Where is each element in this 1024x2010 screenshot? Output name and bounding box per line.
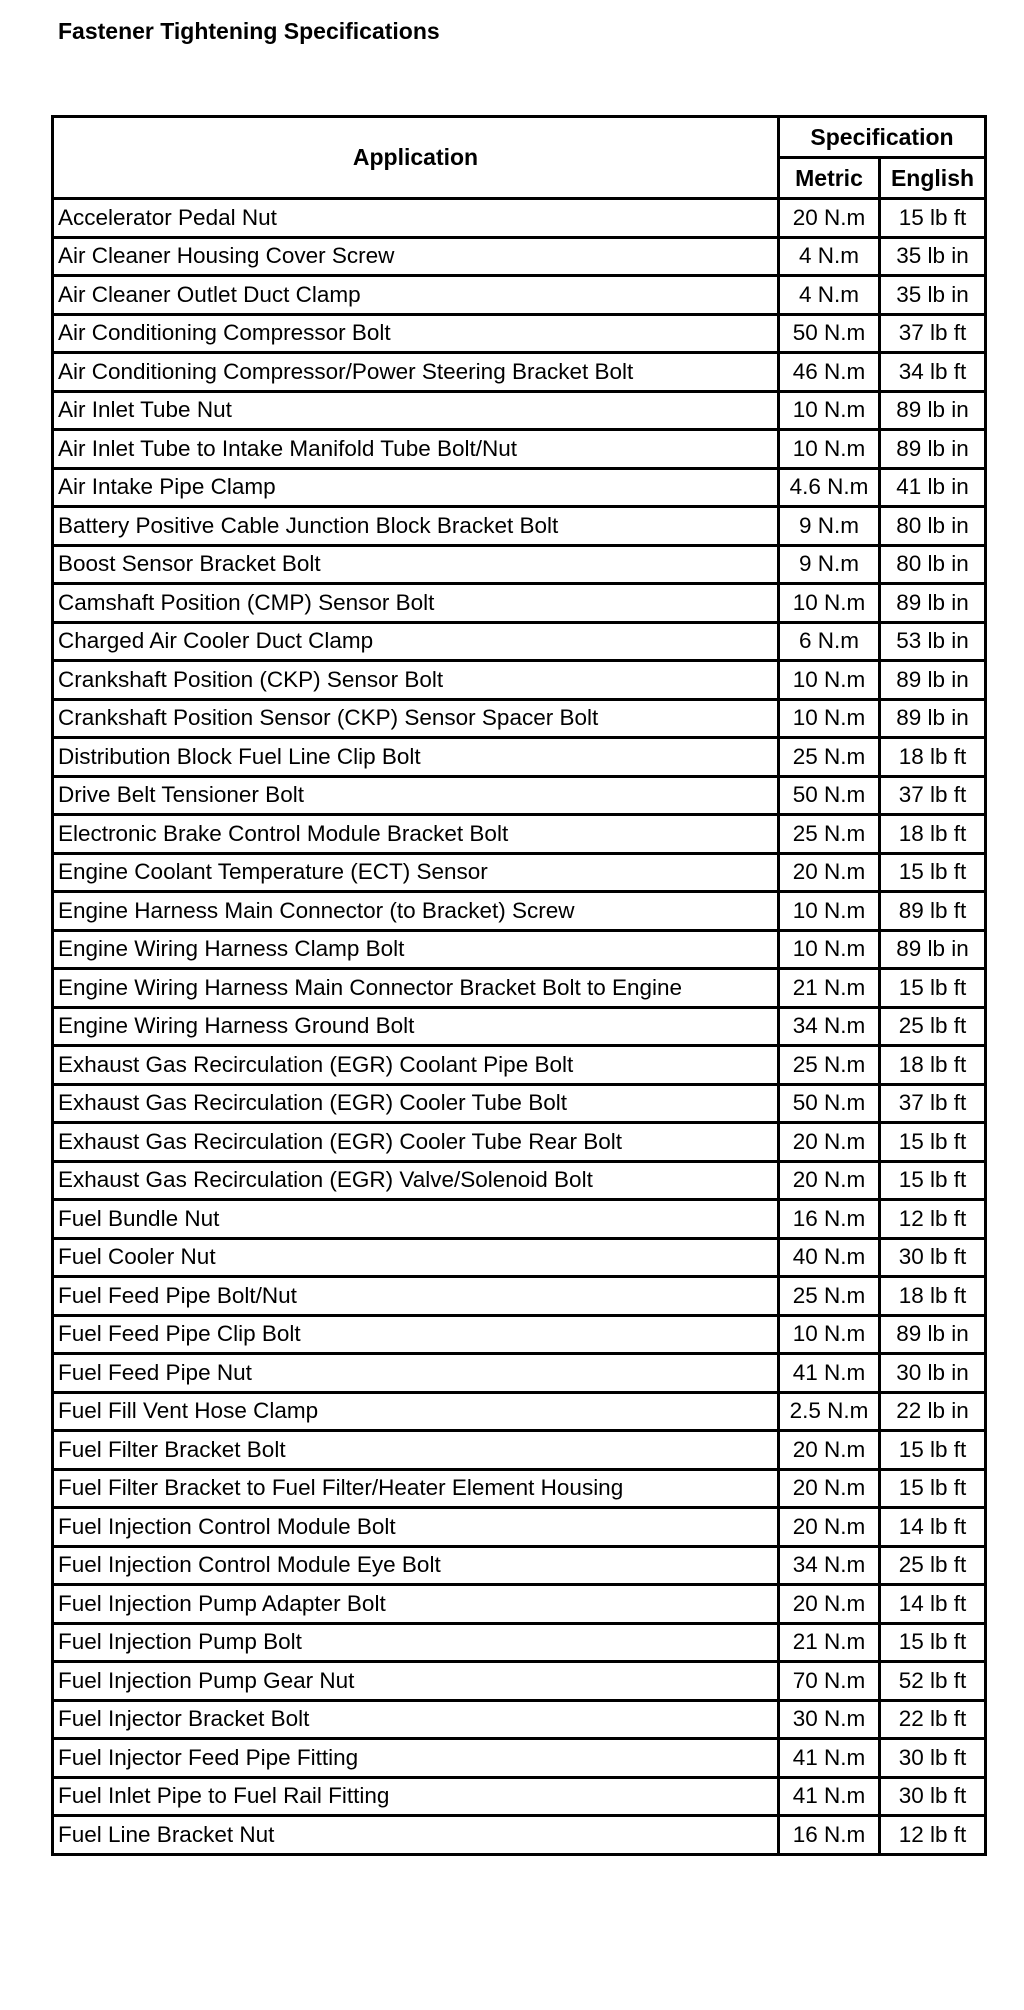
table-row: [53, 661, 986, 700]
english-cell: 41 lb in: [880, 468, 986, 507]
english-cell: 18 lb ft: [880, 1046, 986, 1085]
table-row: [53, 1315, 986, 1354]
english-cell: 89 lb in: [880, 391, 986, 430]
table-row: [53, 199, 986, 238]
application-cell: Electronic Brake Control Module Bracket Bolt: [53, 815, 779, 854]
english-cell: 18 lb ft: [880, 1277, 986, 1316]
metric-cell: 16 N.m: [779, 1200, 880, 1239]
fastener-spec-table: [51, 115, 987, 1856]
metric-cell: 25 N.m: [779, 1046, 880, 1085]
english-cell: 37 lb ft: [880, 776, 986, 815]
metric-cell: 20 N.m: [779, 1431, 880, 1470]
application-cell: Fuel Inlet Pipe to Fuel Rail Fitting: [53, 1777, 779, 1816]
table-row: [53, 545, 986, 584]
table-row: [53, 1392, 986, 1431]
table-row: [53, 930, 986, 969]
english-cell: 52 lb ft: [880, 1662, 986, 1701]
table-row: [53, 1777, 986, 1816]
english-cell: 89 lb ft: [880, 892, 986, 931]
application-cell: Air Cleaner Housing Cover Screw: [53, 237, 779, 276]
application-cell: Engine Harness Main Connector (to Bracket) Screw: [53, 892, 779, 931]
table-row: [53, 1585, 986, 1624]
metric-cell: 21 N.m: [779, 1623, 880, 1662]
table-row: [53, 430, 986, 469]
english-cell: 15 lb ft: [880, 1623, 986, 1662]
table-row: [53, 622, 986, 661]
table-row: [53, 1161, 986, 1200]
table-row: [53, 1508, 986, 1547]
specification-column-header: Specification: [779, 117, 986, 158]
application-cell: Air Conditioning Compressor Bolt: [53, 314, 779, 353]
metric-cell: 10 N.m: [779, 430, 880, 469]
page-title: Fastener Tightening Specifications: [58, 18, 440, 44]
application-cell: Engine Wiring Harness Clamp Bolt: [53, 930, 779, 969]
english-column-header: English: [880, 158, 986, 199]
application-cell: Crankshaft Position (CKP) Sensor Bolt: [53, 661, 779, 700]
table-row: [53, 1007, 986, 1046]
application-cell: Engine Coolant Temperature (ECT) Sensor: [53, 853, 779, 892]
application-cell: Fuel Injection Control Module Bolt: [53, 1508, 779, 1547]
table-body: [53, 199, 986, 1855]
english-cell: 22 lb in: [880, 1392, 986, 1431]
table-row: [53, 353, 986, 392]
metric-cell: 10 N.m: [779, 391, 880, 430]
table-row: [53, 314, 986, 353]
metric-cell: 20 N.m: [779, 1161, 880, 1200]
metric-cell: 10 N.m: [779, 930, 880, 969]
metric-cell: 21 N.m: [779, 969, 880, 1008]
metric-cell: 25 N.m: [779, 738, 880, 777]
application-cell: Air Cleaner Outlet Duct Clamp: [53, 276, 779, 315]
english-cell: 89 lb in: [880, 699, 986, 738]
english-cell: 18 lb ft: [880, 815, 986, 854]
metric-cell: 50 N.m: [779, 776, 880, 815]
table-row: [53, 507, 986, 546]
table-row: [53, 1200, 986, 1239]
application-cell: Engine Wiring Harness Main Connector Bracket Bolt to Engine: [53, 969, 779, 1008]
application-cell: Drive Belt Tensioner Bolt: [53, 776, 779, 815]
application-cell: Fuel Fill Vent Hose Clamp: [53, 1392, 779, 1431]
application-cell: Air Inlet Tube Nut: [53, 391, 779, 430]
english-cell: 25 lb ft: [880, 1546, 986, 1585]
metric-cell: 2.5 N.m: [779, 1392, 880, 1431]
table-row: [53, 276, 986, 315]
english-cell: 89 lb in: [880, 1315, 986, 1354]
metric-cell: 20 N.m: [779, 199, 880, 238]
english-cell: 15 lb ft: [880, 1431, 986, 1470]
application-cell: Fuel Injector Bracket Bolt: [53, 1700, 779, 1739]
english-cell: 37 lb ft: [880, 1084, 986, 1123]
english-cell: 89 lb in: [880, 930, 986, 969]
table-row: [53, 1123, 986, 1162]
english-cell: 80 lb in: [880, 507, 986, 546]
application-cell: Fuel Filter Bracket to Fuel Filter/Heater Element Housing: [53, 1469, 779, 1508]
application-cell: Crankshaft Position Sensor (CKP) Sensor Spacer Bolt: [53, 699, 779, 738]
metric-cell: 20 N.m: [779, 1469, 880, 1508]
table-row: [53, 1662, 986, 1701]
english-cell: 15 lb ft: [880, 1123, 986, 1162]
application-cell: Fuel Injection Pump Bolt: [53, 1623, 779, 1662]
metric-cell: 46 N.m: [779, 353, 880, 392]
metric-cell: 10 N.m: [779, 699, 880, 738]
application-cell: Battery Positive Cable Junction Block Bracket Bolt: [53, 507, 779, 546]
application-cell: Fuel Feed Pipe Clip Bolt: [53, 1315, 779, 1354]
table-row: [53, 738, 986, 777]
metric-cell: 50 N.m: [779, 314, 880, 353]
metric-cell: 34 N.m: [779, 1546, 880, 1585]
metric-cell: 20 N.m: [779, 1585, 880, 1624]
english-cell: 30 lb ft: [880, 1777, 986, 1816]
application-cell: Camshaft Position (CMP) Sensor Bolt: [53, 584, 779, 623]
english-cell: 89 lb in: [880, 661, 986, 700]
table-row: [53, 699, 986, 738]
metric-cell: 4 N.m: [779, 276, 880, 315]
english-cell: 34 lb ft: [880, 353, 986, 392]
english-cell: 30 lb in: [880, 1354, 986, 1393]
metric-cell: 9 N.m: [779, 507, 880, 546]
table-row: [53, 1238, 986, 1277]
table-row: [53, 391, 986, 430]
english-cell: 14 lb ft: [880, 1508, 986, 1547]
application-cell: Fuel Injector Feed Pipe Fitting: [53, 1739, 779, 1778]
english-cell: 22 lb ft: [880, 1700, 986, 1739]
table-row: [53, 969, 986, 1008]
application-cell: Charged Air Cooler Duct Clamp: [53, 622, 779, 661]
application-column-header: Application: [53, 117, 779, 199]
application-cell: Boost Sensor Bracket Bolt: [53, 545, 779, 584]
english-cell: 53 lb in: [880, 622, 986, 661]
application-cell: Fuel Injection Pump Adapter Bolt: [53, 1585, 779, 1624]
metric-cell: 41 N.m: [779, 1354, 880, 1393]
metric-cell: 4 N.m: [779, 237, 880, 276]
english-cell: 15 lb ft: [880, 1469, 986, 1508]
english-cell: 35 lb in: [880, 237, 986, 276]
english-cell: 25 lb ft: [880, 1007, 986, 1046]
english-cell: 80 lb in: [880, 545, 986, 584]
english-cell: 15 lb ft: [880, 1161, 986, 1200]
english-cell: 30 lb ft: [880, 1739, 986, 1778]
table-row: [53, 1816, 986, 1855]
metric-cell: 10 N.m: [779, 1315, 880, 1354]
table-row: [53, 1469, 986, 1508]
table-row: [53, 468, 986, 507]
metric-cell: 30 N.m: [779, 1700, 880, 1739]
application-cell: Fuel Line Bracket Nut: [53, 1816, 779, 1855]
table-row: [53, 776, 986, 815]
table-row: [53, 1739, 986, 1778]
application-cell: Fuel Feed Pipe Bolt/Nut: [53, 1277, 779, 1316]
metric-cell: 10 N.m: [779, 892, 880, 931]
application-cell: Fuel Filter Bracket Bolt: [53, 1431, 779, 1470]
metric-cell: 25 N.m: [779, 1277, 880, 1316]
english-cell: 35 lb in: [880, 276, 986, 315]
table-row: [53, 237, 986, 276]
metric-cell: 25 N.m: [779, 815, 880, 854]
metric-cell: 70 N.m: [779, 1662, 880, 1701]
application-cell: Air Inlet Tube to Intake Manifold Tube Bolt/Nut: [53, 430, 779, 469]
application-cell: Air Intake Pipe Clamp: [53, 468, 779, 507]
table-row: [53, 1084, 986, 1123]
metric-cell: 34 N.m: [779, 1007, 880, 1046]
metric-cell: 40 N.m: [779, 1238, 880, 1277]
metric-cell: 50 N.m: [779, 1084, 880, 1123]
metric-cell: 6 N.m: [779, 622, 880, 661]
application-cell: Distribution Block Fuel Line Clip Bolt: [53, 738, 779, 777]
application-cell: Fuel Bundle Nut: [53, 1200, 779, 1239]
english-cell: 15 lb ft: [880, 853, 986, 892]
table-row: [53, 1700, 986, 1739]
table-row: [53, 1431, 986, 1470]
metric-cell: 20 N.m: [779, 1508, 880, 1547]
application-cell: Exhaust Gas Recirculation (EGR) Cooler Tube Bolt: [53, 1084, 779, 1123]
application-cell: Air Conditioning Compressor/Power Steering Bracket Bolt: [53, 353, 779, 392]
application-cell: Exhaust Gas Recirculation (EGR) Cooler Tube Rear Bolt: [53, 1123, 779, 1162]
table-row: [53, 584, 986, 623]
english-cell: 15 lb ft: [880, 199, 986, 238]
english-cell: 12 lb ft: [880, 1816, 986, 1855]
metric-cell: 41 N.m: [779, 1777, 880, 1816]
application-cell: Exhaust Gas Recirculation (EGR) Valve/Solenoid Bolt: [53, 1161, 779, 1200]
english-cell: 18 lb ft: [880, 738, 986, 777]
english-cell: 14 lb ft: [880, 1585, 986, 1624]
table-row: [53, 1277, 986, 1316]
application-cell: Fuel Injection Pump Gear Nut: [53, 1662, 779, 1701]
metric-cell: 20 N.m: [779, 1123, 880, 1162]
metric-cell: 10 N.m: [779, 661, 880, 700]
application-cell: Exhaust Gas Recirculation (EGR) Coolant Pipe Bolt: [53, 1046, 779, 1085]
english-cell: 89 lb in: [880, 584, 986, 623]
english-cell: 89 lb in: [880, 430, 986, 469]
application-cell: Fuel Feed Pipe Nut: [53, 1354, 779, 1393]
application-cell: Accelerator Pedal Nut: [53, 199, 779, 238]
application-cell: Fuel Injection Control Module Eye Bolt: [53, 1546, 779, 1585]
metric-cell: 9 N.m: [779, 545, 880, 584]
table-row: [53, 1623, 986, 1662]
english-cell: 37 lb ft: [880, 314, 986, 353]
table-row: [53, 1354, 986, 1393]
metric-column-header: Metric: [779, 158, 880, 199]
english-cell: 30 lb ft: [880, 1238, 986, 1277]
table-row: [53, 853, 986, 892]
application-cell: Fuel Cooler Nut: [53, 1238, 779, 1277]
metric-cell: 10 N.m: [779, 584, 880, 623]
english-cell: 12 lb ft: [880, 1200, 986, 1239]
table-row: [53, 1046, 986, 1085]
english-cell: 15 lb ft: [880, 969, 986, 1008]
metric-cell: 41 N.m: [779, 1739, 880, 1778]
table-row: [53, 892, 986, 931]
application-cell: Engine Wiring Harness Ground Bolt: [53, 1007, 779, 1046]
metric-cell: 20 N.m: [779, 853, 880, 892]
metric-cell: 4.6 N.m: [779, 468, 880, 507]
table-row: [53, 815, 986, 854]
table-row: [53, 1546, 986, 1585]
metric-cell: 16 N.m: [779, 1816, 880, 1855]
